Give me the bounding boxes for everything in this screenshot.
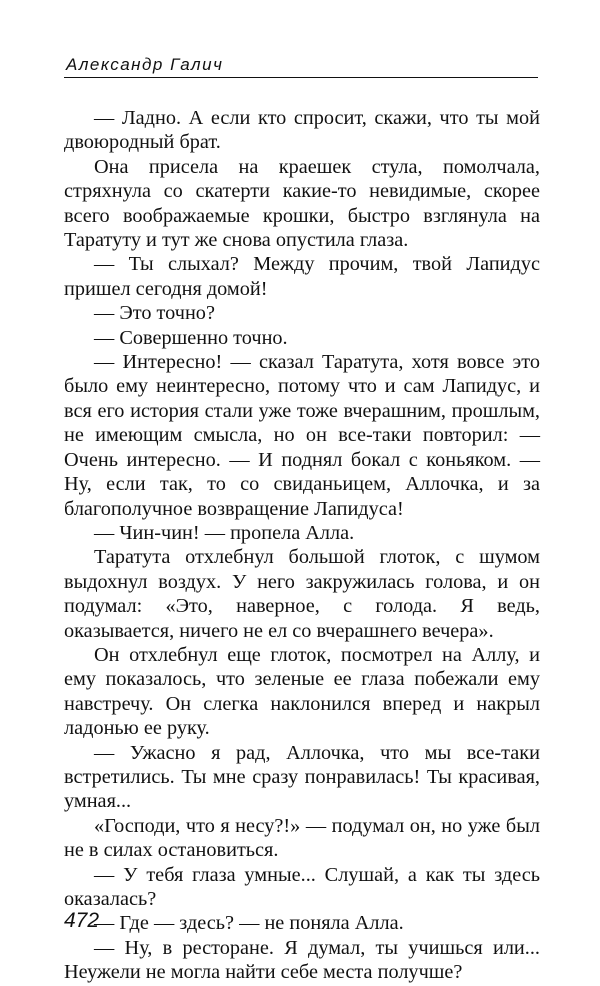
- paragraph: — Интересно! — сказал Таратута, хотя вовсе это было ему неинтересно, потому что и сам Лапидус, и вся его история стали уже тоже вчерашним, прошлым, не имеющим смысла, но он все-таки повторил: — Очень интересно. — И поднял бокал с коньяком. — Ну, если так, то со свиданьицем, Аллочка, и за благополучное возвращение Лапидуса!: [64, 351, 540, 520]
- paragraph: Она присела на краешек стула, помолчала, стряхнула со скатерти какие-то невидимые, скорее всего воображаемые крошки, быстро взглянула на Таратуту и тут же снова опустила глаза.: [64, 155, 540, 252]
- paragraph: — Ужасно я рад, Аллочка, что мы все-таки встретились. Ты мне сразу понравилась! Ты красивая, умная...: [64, 741, 540, 813]
- paragraph: — Это точно?: [94, 302, 215, 325]
- header-rule: [64, 77, 538, 78]
- running-head-author: Александр Галич: [66, 55, 224, 74]
- paragraph: — Ты слыхал? Между прочим, твой Лапидус пришел сегодня домой!: [64, 253, 540, 300]
- paragraph: — Ну, в ресторане. Я думал, ты учишься или... Неужели не могла найти себе места получше?: [64, 936, 540, 984]
- paragraph: — Совершенно точно.: [94, 326, 288, 349]
- paragraph: — Ладно. А если кто спросит, скажи, что ты мой двоюродный брат.: [64, 107, 540, 154]
- paragraph: — Чин-чин! — пропела Алла.: [94, 521, 355, 544]
- body-text: [64, 106, 540, 985]
- paragraph: — Где — здесь? — не поняла Алла.: [94, 912, 404, 935]
- paragraph: «Господи, что я несу?!» — подумал он, но уже был не в силах остановиться.: [64, 814, 540, 862]
- paragraph: — У тебя глаза умные... Слушай, а как ты здесь оказалась?: [64, 863, 540, 910]
- paragraph: Таратута отхлебнул большой глоток, с шумом выдохнул воздух. У него закружилась голова, и он подумал: «Это, наверное, с голода. Я ведь, оказывается, ничего не ел со вчерашнего вечера».: [64, 546, 540, 642]
- page-number: 472: [64, 909, 100, 932]
- paragraph: Он отхлебнул еще глоток, посмотрел на Аллу, и ему показалось, что зеленые ее глаза побежали ему навстречу. Он слегка наклонился вперед и накрыл ладонью ее руку.: [64, 643, 540, 740]
